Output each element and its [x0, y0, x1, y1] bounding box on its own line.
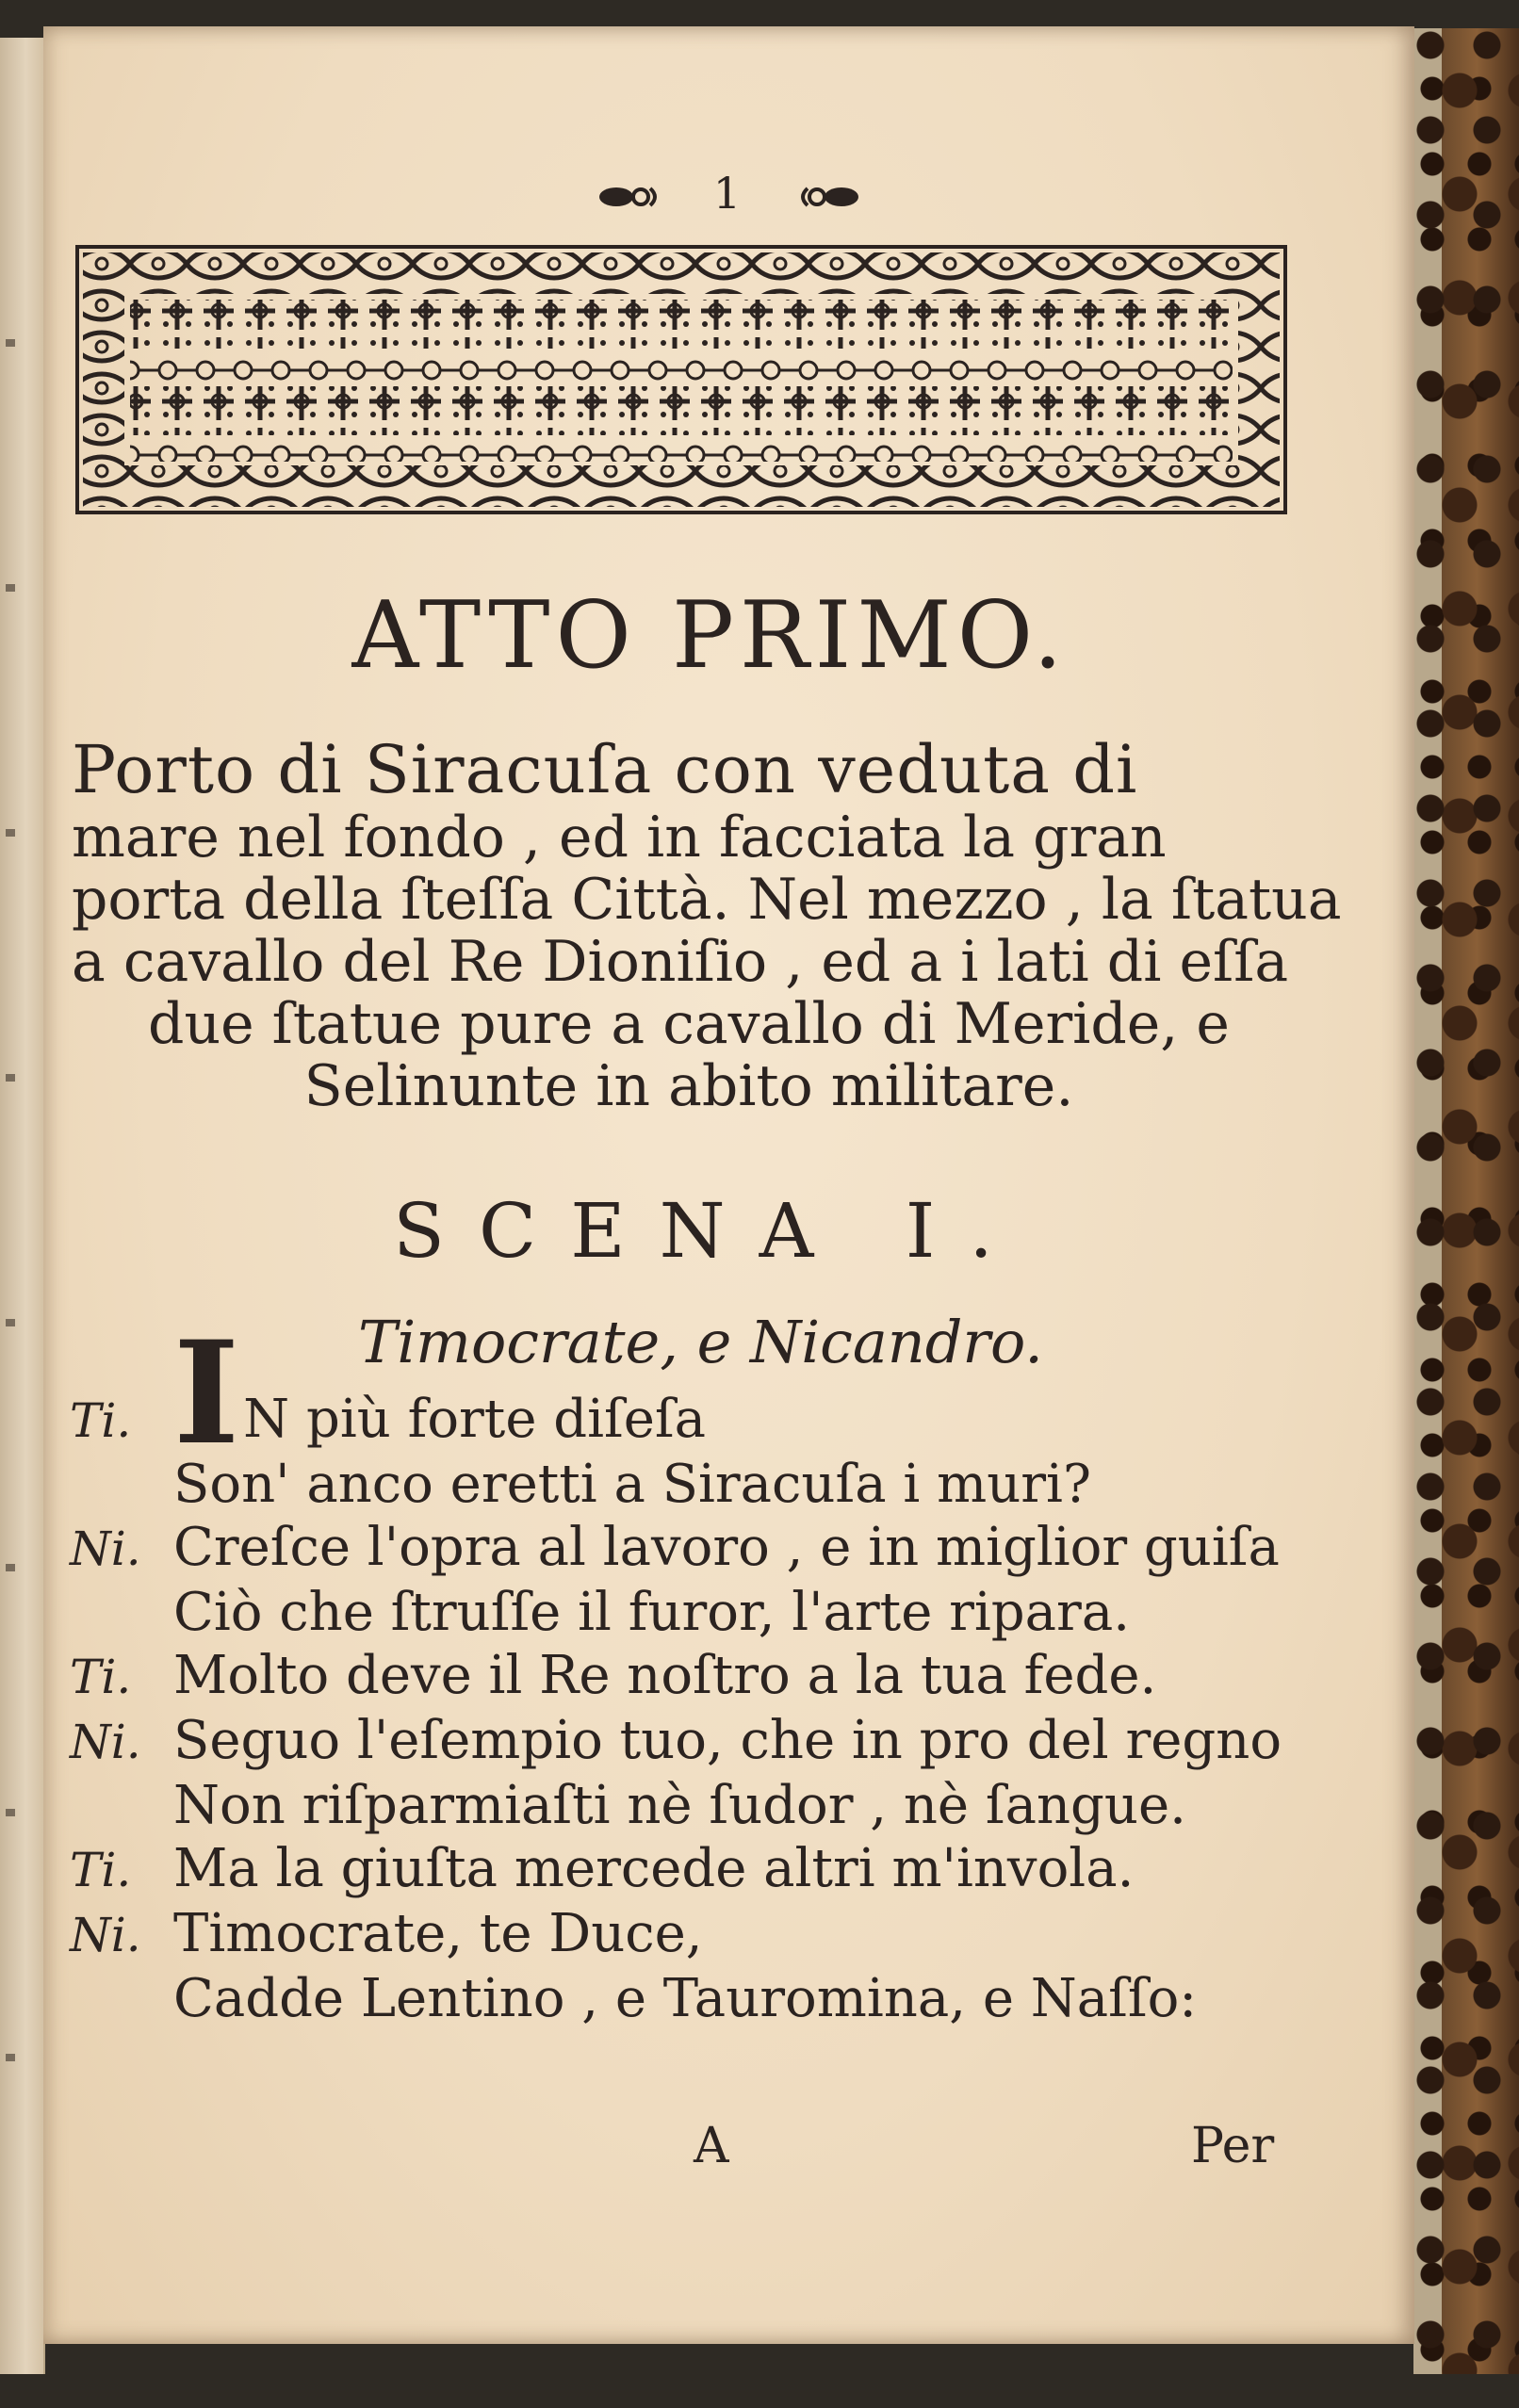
speaker-label: Ti. — [70, 1393, 132, 1448]
line-text: N più forte diſeſa — [243, 1389, 706, 1450]
dialogue-line — [70, 1837, 1314, 1902]
description-line: Selinunte in abito militare. — [303, 1053, 1074, 1119]
book-page — [43, 26, 1414, 2344]
signature-mark: A — [694, 2118, 729, 2174]
description-line: Porto di Siracuſa con veduta di — [72, 731, 1138, 808]
act-title: ATTO PRIMO. — [351, 582, 1069, 690]
speaker-label: Ni. — [70, 1715, 141, 1769]
scene-heading: SCENA I. — [393, 1187, 1027, 1275]
fleuron-right-icon — [794, 185, 860, 209]
drop-cap: I — [173, 1310, 240, 1476]
dialogue-line — [70, 1644, 1314, 1709]
dialogue-line: Ciò che ſtruſſe il furor, l'arte ripara. — [173, 1582, 1130, 1643]
speaker-label: Ti. — [70, 1843, 132, 1897]
page-footer — [43, 2118, 1414, 2184]
line-text: Molto deve il Re noſtro a la tua fede. — [173, 1645, 1157, 1706]
line-text: Timocrate, te Duce, — [173, 1903, 703, 1964]
book-binding — [1413, 28, 1519, 2374]
catchword: Per — [1191, 2118, 1275, 2174]
dialogue-line: Cadde Lentino , e Tauromina, e Naſſo: — [173, 1968, 1198, 2029]
line-text: Ma la giuſta mercede altri m'invola. — [173, 1838, 1135, 1899]
description-line: a cavallo del Re Dioniſio , ed a i lati di eſſa — [72, 929, 1289, 995]
line-text: Creſce l'opra al lavoro , e in miglior guiſa — [173, 1517, 1280, 1578]
description-line: due ſtatue pure a cavallo di Meride, e — [148, 991, 1230, 1057]
speaker-label: Ni. — [70, 1908, 141, 1962]
dialogue-line — [70, 1516, 1314, 1581]
page-header — [43, 168, 1414, 219]
dialogue-line: Non riſparmiaſti nè ſudor , nè ſangue. — [173, 1775, 1186, 1836]
ornamental-headpiece — [74, 243, 1289, 516]
speaker-label: Ni. — [70, 1521, 141, 1576]
character-list: Timocrate, e Nicandro. — [357, 1308, 1044, 1376]
page-number: 1 — [712, 168, 745, 219]
description-line: mare nel fondo , ed in facciata la gran — [72, 805, 1167, 870]
description-line: porta della ſteſſa Città. Nel mezzo , la ſtatua — [72, 867, 1342, 933]
dialogue-line — [70, 1709, 1314, 1774]
scene-description — [72, 731, 1342, 1119]
speaker-label: Ti. — [70, 1650, 132, 1704]
dialogue-line: Son' anco eretti a Siracuſa i muri? — [173, 1454, 1091, 1515]
fleuron-left-icon — [597, 185, 663, 209]
line-text: Seguo l'eſempio tuo, che in pro del regno — [173, 1710, 1282, 1771]
dialogue-line — [70, 1902, 1314, 1967]
